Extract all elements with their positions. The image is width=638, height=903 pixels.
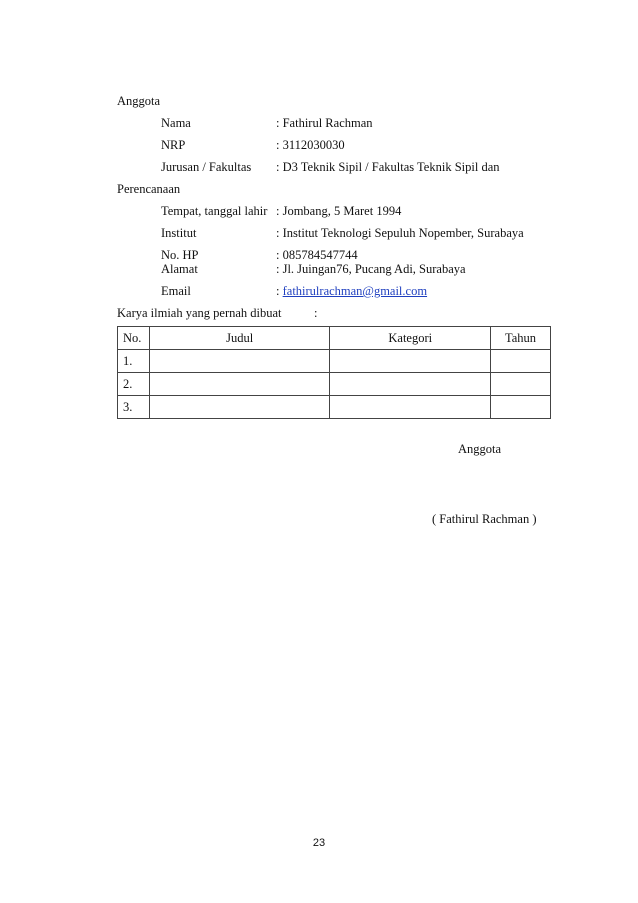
ttl-label: Tempat, tanggal lahir bbox=[161, 204, 268, 218]
nrp-label: NRP bbox=[161, 138, 186, 152]
cell-judul bbox=[149, 350, 329, 373]
cell-kategori bbox=[330, 373, 491, 396]
institut-label: Institut bbox=[161, 226, 197, 240]
header-tahun: Tahun bbox=[491, 327, 551, 350]
alamat-label: Alamat bbox=[161, 262, 198, 276]
cell-judul bbox=[149, 396, 329, 419]
nama-value: : Fathirul Rachman bbox=[276, 116, 373, 130]
cell-tahun bbox=[491, 396, 551, 419]
email-link[interactable]: fathirulrachman@gmail.com bbox=[282, 284, 428, 298]
hp-label: No. HP bbox=[161, 248, 199, 262]
table-header-row bbox=[118, 327, 551, 350]
institut-value: : Institut Teknologi Sepuluh Nopember, Surabaya bbox=[276, 226, 524, 240]
email-colon: : bbox=[276, 284, 283, 298]
signature-role: Anggota bbox=[458, 442, 502, 456]
nama-label: Nama bbox=[161, 116, 191, 130]
cell-tahun bbox=[491, 373, 551, 396]
cell-kategori bbox=[330, 396, 491, 419]
cell-tahun bbox=[491, 350, 551, 373]
hp-value: : 085784547744 bbox=[276, 248, 358, 262]
table-row bbox=[118, 373, 551, 396]
header-no: No. bbox=[118, 327, 150, 350]
table-row bbox=[118, 350, 551, 373]
cell-kategori bbox=[330, 350, 491, 373]
karya-label: Karya ilmiah yang pernah dibuat bbox=[117, 306, 282, 320]
email-line bbox=[276, 285, 427, 298]
section-title: Anggota bbox=[117, 94, 161, 108]
jurusan-label: Jurusan / Fakultas bbox=[161, 160, 252, 174]
row-number: 2. bbox=[118, 373, 150, 396]
page-number: 23 bbox=[312, 837, 326, 849]
cell-judul bbox=[149, 373, 329, 396]
header-kategori: Kategori bbox=[330, 327, 491, 350]
row-number: 1. bbox=[118, 350, 150, 373]
karya-colon: : bbox=[314, 306, 318, 320]
jurusan-value: : D3 Teknik Sipil / Fakultas Teknik Sipil dan bbox=[276, 160, 500, 174]
jurusan-continuation: Perencanaan bbox=[117, 182, 181, 196]
signature-name: ( Fathirul Rachman ) bbox=[432, 512, 537, 526]
karya-table bbox=[117, 326, 551, 419]
row-number: 3. bbox=[118, 396, 150, 419]
nrp-value: : 3112030030 bbox=[276, 138, 345, 152]
email-label: Email bbox=[161, 284, 191, 298]
header-judul: Judul bbox=[149, 327, 329, 350]
ttl-value: : Jombang, 5 Maret 1994 bbox=[276, 204, 402, 218]
table-row bbox=[118, 396, 551, 419]
alamat-value: : Jl. Juingan76, Pucang Adi, Surabaya bbox=[276, 262, 466, 276]
